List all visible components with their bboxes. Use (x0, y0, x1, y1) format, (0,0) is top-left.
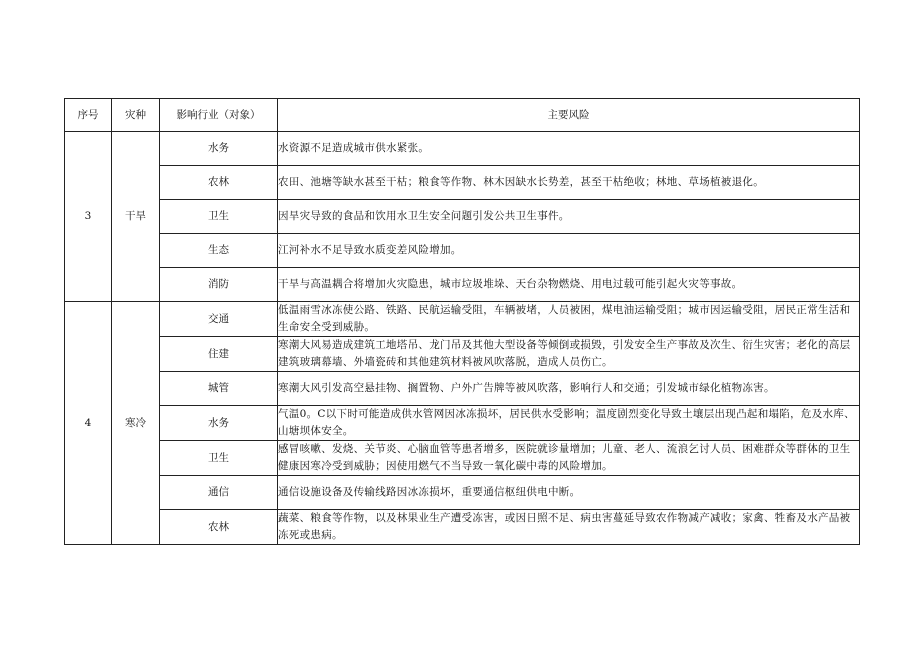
industry-cell: 住建 (160, 337, 278, 372)
table-row (65, 441, 860, 476)
header-risk: 主要风险 (278, 99, 860, 132)
table-row (65, 200, 860, 234)
industry-cell: 农林 (160, 166, 278, 200)
table-row (65, 337, 860, 372)
risk-cell: 寒潮大风引发高空悬挂物、搁置物、户外广告牌等被风吹落，影响行人和交通；引发城市绿化植物冻害。 (278, 372, 860, 406)
table-row (65, 166, 860, 200)
table-row (65, 476, 860, 510)
table-row (65, 372, 860, 406)
industry-cell: 交通 (160, 302, 278, 337)
header-industry: 影响行业（对象） (160, 99, 278, 132)
industry-cell: 消防 (160, 268, 278, 302)
table-row (65, 132, 860, 166)
risk-table (64, 98, 860, 545)
table-row (65, 268, 860, 302)
industry-cell: 水务 (160, 132, 278, 166)
group-no-cell: 3 (65, 132, 112, 302)
industry-cell: 卫生 (160, 441, 278, 476)
header-disaster: 灾种 (112, 99, 160, 132)
header-no: 序号 (65, 99, 112, 132)
risk-cell: 江河补水不足导致水质变差风险增加。 (278, 234, 860, 268)
risk-cell: 因旱灾导致的食品和饮用水卫生安全问题引发公共卫生事件。 (278, 200, 860, 234)
risk-cell: 气温0。C以下时可能造成供水管网因冰冻损坏，居民供水受影响；温度剧烈变化导致土壤层出现凸起和塌陷，危及水库、山塘坝体安全。 (278, 406, 860, 441)
table-header-row (65, 99, 860, 132)
risk-cell: 通信设施设备及传输线路因冰冻损坏，重要通信枢纽供电中断。 (278, 476, 860, 510)
table-row (65, 302, 860, 337)
risk-cell: 蔬菜、粮食等作物，以及林果业生产遭受冻害，或因日照不足、病虫害蔓延导致农作物减产减收；家禽、牲畜及水产品被冻死或患病。 (278, 510, 860, 545)
risk-cell: 低温雨雪冰冻使公路、铁路、民航运输受阻，车辆被堵，人员被困，煤电油运输受阻；城市因运输受阻，居民正常生活和生命安全受到威胁。 (278, 302, 860, 337)
table-row (65, 510, 860, 545)
industry-cell: 城管 (160, 372, 278, 406)
industry-cell: 农林 (160, 510, 278, 545)
group-disaster-cell: 干旱 (112, 132, 160, 302)
industry-cell: 水务 (160, 406, 278, 441)
risk-cell: 感冒咳嗽、发烧、关节炎、心脑血管等患者增多，医院就诊量增加；儿童、老人、流浪乞讨人员、困难群众等群体的卫生健康因寒冷受到威胁；因使用燃气不当导致一氧化碳中毒的风险增加。 (278, 441, 860, 476)
industry-cell: 生态 (160, 234, 278, 268)
group-no-cell: 4 (65, 302, 112, 545)
industry-cell: 通信 (160, 476, 278, 510)
risk-cell: 水资源不足造成城市供水紧张。 (278, 132, 860, 166)
table-row (65, 234, 860, 268)
risk-cell: 干旱与高温耦合将增加火灾隐患，城市垃圾堆垛、天台杂物燃烧、用电过载可能引起火灾等事故。 (278, 268, 860, 302)
table-row (65, 406, 860, 441)
risk-cell: 寒潮大风易造成建筑工地塔吊、龙门吊及其他大型设备等倾倒或损毁，引发安全生产事故及次生、衍生灾害；老化的高层建筑玻璃幕墙、外墙瓷砖和其他建筑材料被风吹落脱，造成人员伤亡。 (278, 337, 860, 372)
industry-cell: 卫生 (160, 200, 278, 234)
group-disaster-cell: 寒冷 (112, 302, 160, 545)
risk-cell: 农田、池塘等缺水甚至干枯；粮食等作物、林木因缺水长势差，甚至干枯绝收；林地、草场植被退化。 (278, 166, 860, 200)
